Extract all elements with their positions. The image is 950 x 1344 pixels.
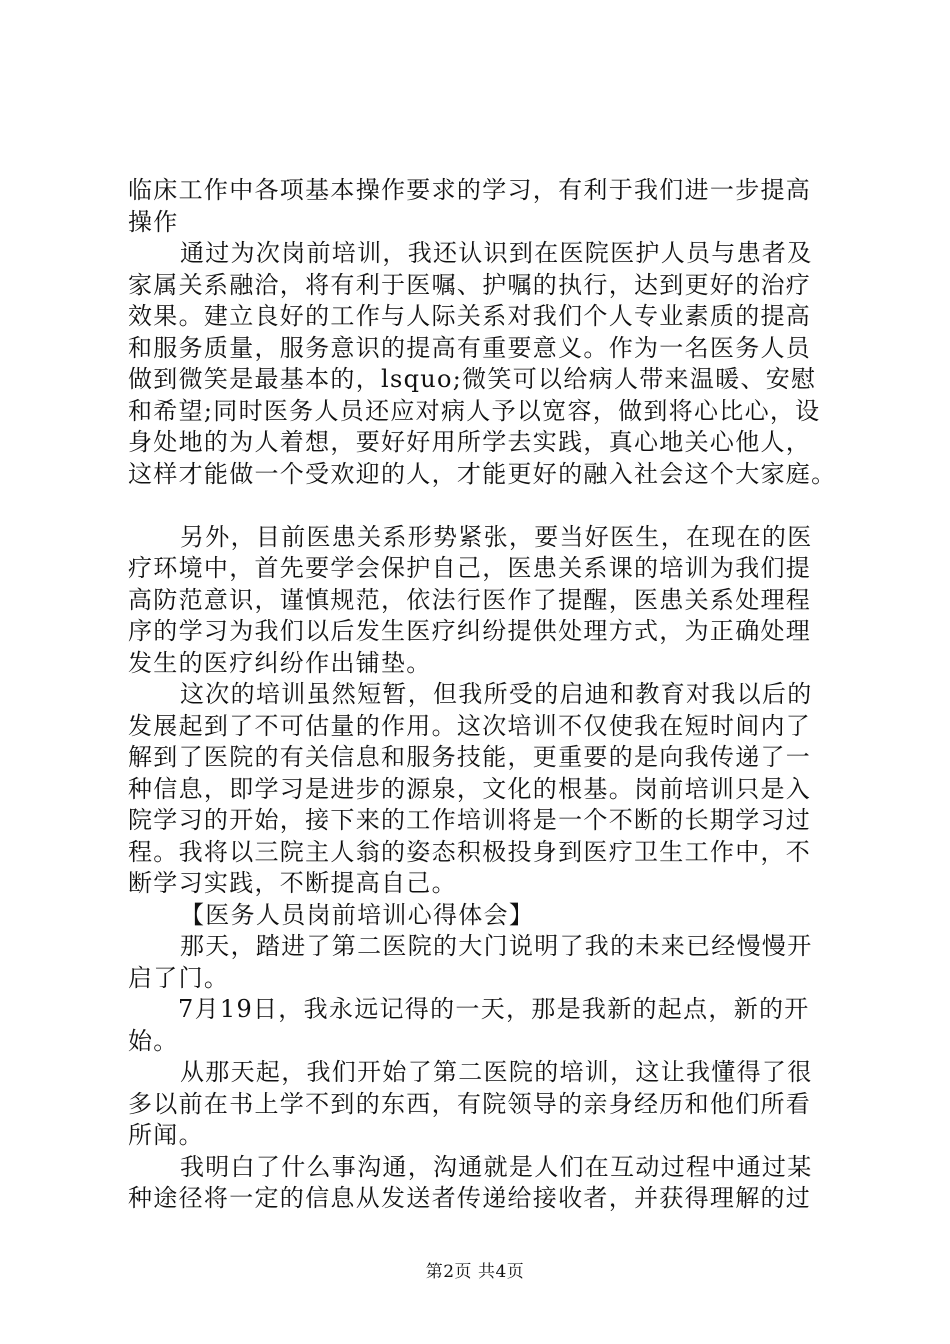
paragraph <box>128 900 858 932</box>
text-line: 断学习实践，不断提高自己。 <box>128 869 457 897</box>
text-line: 从那天起，我们开始了第二医院的培训，这让我懂得了很 <box>180 1058 813 1086</box>
text-line: 种途径将一定的信息从发送者传递给接收者，并获得理解的过 <box>128 1184 812 1212</box>
text-line: 院学习的开始，接下来的工作培训将是一个不断的长期学习过 <box>128 806 812 834</box>
text-line: 解到了医院的有关信息和服务技能，更重要的是向我传递了一 <box>128 743 812 771</box>
paragraph <box>128 1057 858 1152</box>
text-line: 另外，目前医患关系形势紧张，要当好医生，在现在的医 <box>180 522 813 551</box>
text-line: 身处地的为人着想，要好好用所学去实践，真心地关心他人， <box>128 428 812 456</box>
text-line: 发展起到了不可估量的作用。这次培训不仅使我在短时间内了 <box>128 711 812 740</box>
text-line: 操作 <box>128 207 179 236</box>
text-line: 通过为次岗前培训，我还认识到在医院医护人员与患者及 <box>180 239 813 267</box>
paragraph <box>128 175 858 238</box>
text-line: 【医务人员岗前培训心得体会】 <box>180 900 535 929</box>
text-line: 家属关系融洽，将有利于医嘱、护嘱的执行，达到更好的治疗 <box>128 270 812 299</box>
text-line: 程。我将以三院主人翁的姿态积极投身到医疗卫生工作中，不 <box>128 837 812 866</box>
page-number: 第2页 共4页 <box>425 1262 525 1282</box>
paragraph <box>128 522 858 680</box>
page-footer <box>0 1262 950 1282</box>
document-page <box>128 175 858 1215</box>
text-line: 和希望;同时医务人员还应对病人予以宽容，做到将心比心，设 <box>128 396 821 425</box>
text-line: 所闻。 <box>128 1121 204 1149</box>
paragraph <box>128 931 858 994</box>
text-line: 发生的医疗纠纷作出铺垫。 <box>128 648 432 677</box>
paragraph <box>128 1152 858 1215</box>
text-line: 始。 <box>128 1026 179 1055</box>
text-line: 疗环境中，首先要学会保护自己，医患关系课的培训为我们提 <box>128 554 812 582</box>
text-line: 种信息，即学习是进步的源泉，文化的根基。岗前培训只是入 <box>128 774 812 803</box>
text-line: 7月19日，我永远记得的一天，那是我新的起点，新的开 <box>178 995 810 1023</box>
text-line: 启了门。 <box>128 963 230 992</box>
text-line: 我明白了什么事沟通，沟通就是人们在互动过程中通过某 <box>180 1152 813 1181</box>
text-line: 那天，踏进了第二医院的大门说明了我的未来已经慢慢开 <box>180 932 813 960</box>
text-line: 高防范意识，谨慎规范，依法行医作了提醒，医患关系处理程 <box>128 585 812 614</box>
paragraph <box>128 238 858 490</box>
text-line: 做到微笑是最基本的，lsquo;微笑可以给病人带来温暖、安慰 <box>128 365 817 393</box>
paragraph-gap <box>128 490 858 522</box>
text-line: 这样才能做一个受欢迎的人，才能更好的融入社会这个大家庭。 <box>128 459 837 488</box>
text-line: 临床工作中各项基本操作要求的学习，有利于我们进一步提高 <box>128 176 812 204</box>
text-line: 多以前在书上学不到的东西，有院领导的亲身经历和他们所看 <box>128 1089 812 1118</box>
text-line: 和服务质量，服务意识的提高有重要意义。作为一名医务人员 <box>128 333 812 362</box>
text-line: 效果。建立良好的工作与人际关系对我们个人专业素质的提高 <box>128 302 812 330</box>
text-line: 这次的培训虽然短暂，但我所受的启迪和教育对我以后的 <box>180 680 813 708</box>
text-line: 序的学习为我们以后发生医疗纠纷提供处理方式，为正确处理 <box>128 617 812 645</box>
paragraph <box>128 994 858 1057</box>
paragraph <box>128 679 858 900</box>
